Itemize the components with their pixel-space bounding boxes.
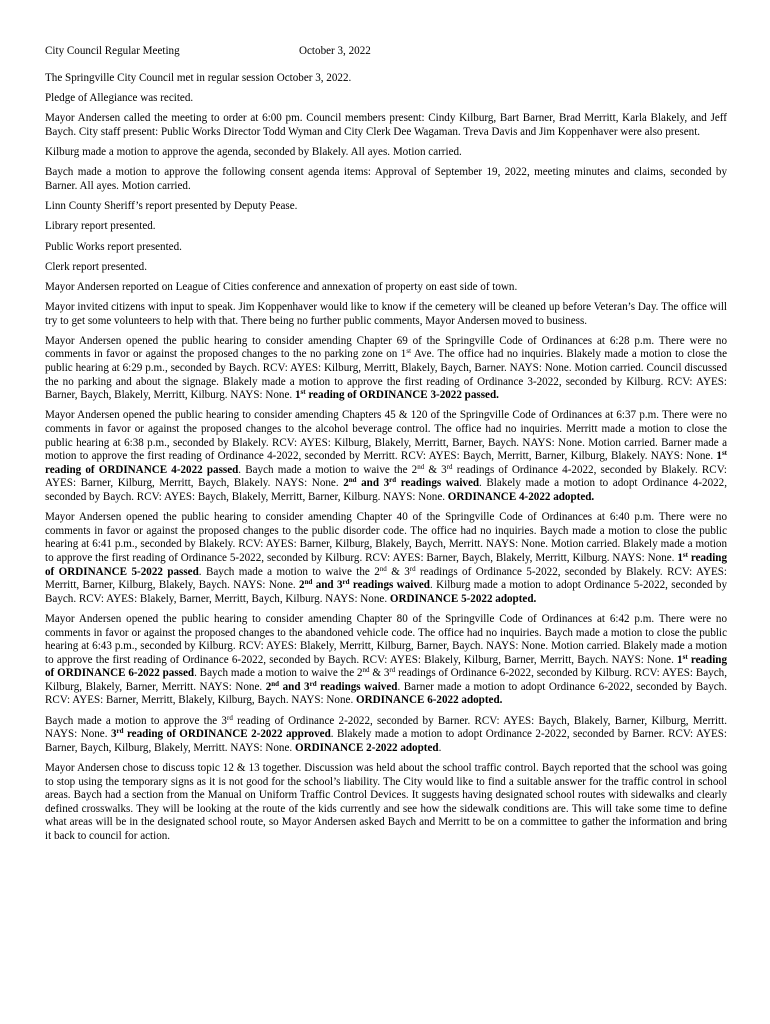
paragraph-session: The Springville City Council met in regular session October 3, 2022.: [45, 72, 352, 84]
paragraph-public-works-report: Public Works report presented.: [45, 240, 182, 253]
text-run: readings of Ordinance 5-2022, seconded by Blakely. RCV: AYES: Merritt, Barner, Kilburg, Blakely, Baych. NAYS: None.: [45, 565, 727, 592]
document-page: [45, 45, 727, 850]
text-run: Ave. The office had no inquiries. Blakely made a motion to close the public hearing at 6:29 p.m., seconded by Baych. RCV: AYES: Kilburg, Merritt, Blakely, Baych, Barner. NAYS: None. Motion carried. Council discussed the no parking and about the signage. Blakely made a motion to approve the first reading of Ordinance 3-2022, seconded by Kilburg. RCV: AYES: Barner, Baych, Blakely, Merritt, Kilburg. NAYS: None.: [45, 348, 727, 402]
meeting-date: October 3, 2022: [299, 45, 371, 57]
text-run: Mayor Andersen opened the public hearing to consider amending Chapter 80 of the Springville Code of Ordinances at 6:42 p.m. There were no comments in favor or against the proposed changes to the abandoned vehicle code. The office had no inquiries. Baych made a motion to close the public hearing at 6:43 p.m., seconded by Kilburg. RCV: AYES: Blakely, Merritt, Kilburg, Barner, Baych. NAYS: None. Motion carried. Blakely made a motion to approve the first reading of Ordinance 6-2022, seconded by Baych. RCV: AYES: Blakely, Kilburg, Barner, Merritt, Baych. NAYS: None.: [45, 612, 727, 666]
paragraph-consent-agenda: Baych made a motion to approve the following consent agenda items: Approval of September 19, 2022, meeting minutes and claims, seconded by Barner. All ayes. Motion carried.: [45, 166, 727, 192]
paragraph-school-traffic: Mayor Andersen chose to discuss topic 12 & 13 together. Discussion was held about the school traffic control. Baych reported that the school was going to stop using the temporary signs as it is not good for the school’s liability. The City would like to find a suitable answer for the traffic control in school areas. Baych had a section from the Manual on Uniform Traffic Control Devices. It suggests having designated school routes with sidewalks and clearly defined crosswalks. They will be looking at the route of the kids currently and see how the sidewalk conditions are. This will take some time to define what areas will be in the designated school route, so Mayor Andersen asked Baych and Merritt to be on a committee to gather the information and bring it back to council for action.: [45, 762, 727, 842]
bold-result: 1st reading of ORDINANCE 3-2022 passed.: [294, 388, 499, 402]
text-run: . Blakely made a motion to adopt Ordinance 2-2022, seconded by Barner. RCV: AYES: Barner, Baych, Kilburg, Blakely, Merritt. NAYS: None.: [45, 728, 727, 754]
paragraph-citizen-input: Mayor invited citizens with input to speak. Jim Koppenhaver would like to know if the cemetery will be cleaned up before Veteran’s Day. The office will try to get some volunteers to help with that. There being no further public comments, Mayor Andersen moved to business.: [45, 301, 727, 327]
text-run: . Baych made a motion to waive the 2: [198, 565, 380, 578]
text-run: . Barner made a motion to adopt Ordinance 6-2022, seconded by Baych. RCV: AYES: Barner, Merritt, Blakely, Kilburg, Baych. NAYS: None.: [45, 680, 727, 707]
text-run: . Baych made a motion to waive the 2: [194, 667, 363, 680]
paragraph-ordinance-4-2022: [45, 409, 727, 504]
text-run: & 3: [386, 565, 410, 578]
text-run: Mayor Andersen opened the public hearing to consider amending Chapters 45 & 120 of the Springville Code of Ordinances at 6:37 p.m. There were no comments in favor or against the proposed changes to the alcohol beverage control. The office had no inquiries. Merritt made a motion to close the public hearing at 6:38 p.m., seconded by Blakely. RCV: AYES: Kilburg, Blakely, Merritt, Barner, Baych. NAYS: None. Motion carried. Barner made a motion to approve the first reading of Ordinance 4-2022, seconded by Merritt. RCV: AYES: Baych, Merritt, Barner, Kilburg, Blakely. NAYS: None.: [45, 409, 727, 463]
document-header: [45, 45, 727, 61]
paragraph-call-to-order: Mayor Andersen called the meeting to order at 6:00 pm. Council members present: Cindy Kilburg, Bart Barner, Brad Merritt, Karla Blakely, and Jeff Baych. City staff present: Public Works Director Todd Wyman and City Clerk Dee Wagaman. Treva Davis and Jim Koppenhaver were also present.: [45, 112, 727, 138]
text-run: reading of Ordinance 2-2022, seconded by Barner. RCV: AYES: Baych, Blakely, Barner, Kilburg, Merritt. NAYS: None.: [45, 714, 727, 741]
text-run: . Baych made a motion to waive the 2: [238, 463, 418, 476]
paragraph-sheriff-report: Linn County Sheriff’s report presented by Deputy Pease.: [45, 200, 298, 213]
bold-result: 2nd and 3rd readings waived: [343, 476, 480, 490]
superscript: rd: [389, 666, 396, 675]
paragraph-ordinance-6-2022: [45, 613, 727, 708]
superscript: nd: [362, 666, 370, 675]
bold-result: ORDINANCE 5-2022 adopted.: [389, 592, 537, 605]
bold-result: 2nd and 3rd readings waived: [265, 679, 398, 693]
text-run: readings of Ordinance 6-2022, seconded by Kilburg. RCV: AYES: Baych, Kilburg, Blakely, Barner, Merritt. NAYS: None.: [45, 667, 727, 693]
bold-result: 3rd reading of ORDINANCE 2-2022 approved: [110, 727, 331, 741]
superscript: rd: [446, 462, 453, 471]
meeting-title: City Council Regular Meeting: [45, 45, 180, 57]
bold-result: ORDINANCE 6-2022 adopted.: [356, 694, 503, 707]
bold-result: ORDINANCE 2-2022 adopted: [294, 741, 439, 754]
bold-result: ORDINANCE 4-2022 adopted.: [447, 490, 595, 503]
text-run: Mayor Andersen opened the public hearing to consider amending Chapter 40 of the Springville Code of Ordinances at 6:40 p.m. There were no comments in favor or against the proposed changes to the public disorder code. The office had no inquiries. Baych made a motion to close the public hearing at 6:41 p.m., seconded by Blakely. RCV: AYES: Barner, Kilburg, Blakely, Baych, Merritt. NAYS: None. Motion carried. Blakely made a motion to approve the first reading of Ordinance 5-2022, seconded by Kilburg. RCV: AYES: Barner, Baych, Blakely, Merritt, Kilburg. NAYS: None.: [45, 511, 727, 564]
paragraph-ordinance-2-2022: [45, 715, 727, 756]
text-run: .: [438, 741, 442, 754]
paragraph-agenda: Kilburg made a motion to approve the agenda, seconded by Blakely. All ayes. Motion carried.: [45, 146, 462, 159]
paragraph-ordinance-5-2022: [45, 511, 727, 606]
text-run: Mayor Andersen opened the public hearing to consider amending Chapter 69 of the Springville Code of Ordinances at 6:28 p.m. There were no comments in favor or against the proposed changes to the no parking zone on 1: [45, 334, 727, 361]
superscript: rd: [226, 713, 233, 722]
paragraph-pledge: Pledge of Allegiance was recited.: [45, 92, 194, 105]
superscript: st: [406, 347, 412, 356]
superscript: rd: [409, 564, 416, 573]
text-run: readings of Ordinance 4-2022, seconded by Blakely. RCV: AYES: Barner, Kilburg, Merritt, Baych, Blakely. NAYS: None.: [45, 463, 727, 490]
paragraph-clerk-report: Clerk report presented.: [45, 260, 147, 273]
bold-result: 1st reading of ORDINANCE 5-2022 passed: [45, 550, 728, 578]
bold-result: 1st reading of ORDINANCE 6-2022 passed: [45, 652, 728, 680]
text-run: & 3: [424, 463, 447, 476]
superscript: nd: [379, 564, 387, 573]
paragraph-library-report: Library report presented.: [45, 220, 156, 233]
text-run: & 3: [369, 667, 390, 680]
superscript: nd: [417, 462, 425, 471]
bold-result: 1st reading of ORDINANCE 4-2022 passed: [45, 449, 727, 476]
paragraph-mayor-report: Mayor Andersen reported on League of Cities conference and annexation of property on east side of town.: [45, 280, 518, 293]
bold-result: 2nd and 3rd readings waived: [299, 578, 430, 592]
paragraph-ordinance-3-2022: [45, 335, 727, 403]
text-run: Baych made a motion to approve the 3: [45, 714, 227, 727]
text-run: . Blakely made a motion to adopt Ordinance 4-2022, seconded by Baych. RCV: AYES: Baych, Blakely, Merritt, Barner, Kilburg. NAYS: None.: [45, 477, 727, 503]
text-run: . Kilburg made a motion to adopt Ordinance 5-2022, seconded by Baych. RCV: AYES: Blakely, Barner, Merritt, Baych, Kilburg. NAYS: None.: [45, 579, 728, 605]
